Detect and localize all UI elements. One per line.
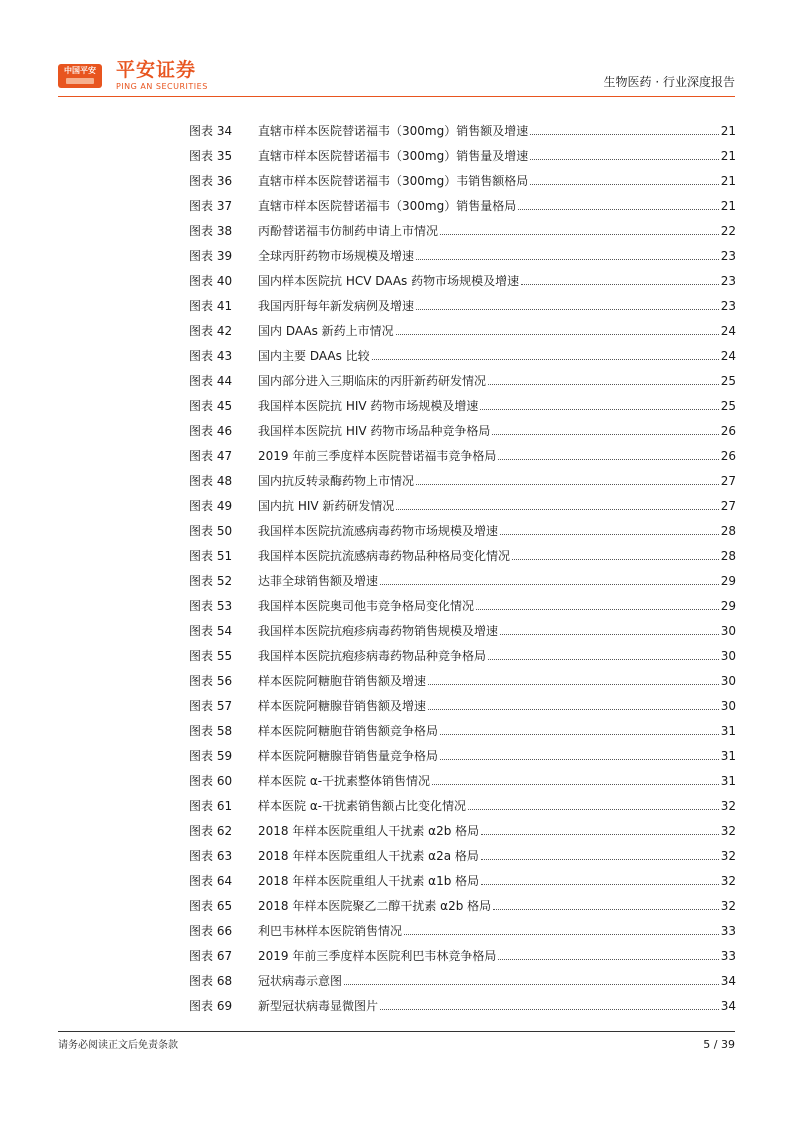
toc-entry-page: 26 bbox=[720, 424, 736, 438]
toc-entry-title: 我国丙肝每年新发病例及增速 bbox=[258, 299, 415, 313]
toc-entry-title: 国内主要 DAAs 比较 bbox=[258, 349, 370, 363]
toc-entry[interactable] bbox=[189, 463, 736, 488]
toc-entry-label: 图表 63 bbox=[189, 849, 233, 863]
toc-entry-page: 30 bbox=[720, 649, 736, 663]
toc-entry-label: 图表 60 bbox=[189, 774, 233, 788]
toc-entry-page: 31 bbox=[720, 749, 736, 763]
toc-entry-page: 30 bbox=[720, 674, 736, 688]
toc-entry[interactable] bbox=[189, 363, 736, 388]
toc-entry-page: 22 bbox=[720, 224, 736, 238]
toc-dot-leader bbox=[488, 384, 719, 385]
toc-entry-label: 图表 35 bbox=[189, 149, 233, 163]
toc-entry-title: 样本医院阿糖胞苷销售额竞争格局 bbox=[258, 724, 439, 738]
toc-dot-leader bbox=[480, 409, 718, 410]
toc-entry-title: 直辖市样本医院替诺福韦（300mg）销售量及增速 bbox=[258, 149, 529, 163]
toc-entry-title: 达菲全球销售额及增速 bbox=[258, 574, 379, 588]
toc-entry-label: 图表 47 bbox=[189, 449, 233, 463]
footer-divider bbox=[58, 1031, 735, 1032]
toc-entry-title: 2019 年前三季度样本医院替诺福韦竞争格局 bbox=[258, 449, 497, 463]
toc-entry-title: 直辖市样本医院替诺福韦（300mg）销售额及增速 bbox=[258, 124, 529, 138]
toc-entry-title: 冠状病毒示意图 bbox=[258, 974, 343, 988]
toc-entry-page: 28 bbox=[720, 549, 736, 563]
toc-entry-label: 图表 53 bbox=[189, 599, 233, 613]
toc-dot-leader bbox=[512, 559, 719, 560]
toc-dot-leader bbox=[428, 684, 719, 685]
toc-entry-label: 图表 56 bbox=[189, 674, 233, 688]
toc-entry-page: 32 bbox=[720, 874, 736, 888]
toc-dot-leader bbox=[530, 184, 719, 185]
toc-entry[interactable] bbox=[189, 838, 736, 863]
toc-entry-label: 图表 61 bbox=[189, 799, 233, 813]
toc-dot-leader bbox=[440, 734, 719, 735]
toc-entry-title: 我国样本医院抗 HIV 药物市场规模及增速 bbox=[258, 399, 479, 413]
toc-entry-page: 23 bbox=[720, 249, 736, 263]
toc-dot-leader bbox=[498, 459, 718, 460]
toc-entry-title: 新型冠状病毒显微图片 bbox=[258, 999, 379, 1013]
company-logo bbox=[58, 64, 102, 88]
toc-entry-page: 28 bbox=[720, 524, 736, 538]
toc-entry-label: 图表 41 bbox=[189, 299, 233, 313]
logo-badge-strip bbox=[66, 78, 94, 84]
toc-entry-page: 24 bbox=[720, 349, 736, 363]
toc-entry[interactable] bbox=[189, 213, 736, 238]
toc-entry[interactable] bbox=[189, 563, 736, 588]
toc-entry[interactable] bbox=[189, 588, 736, 613]
toc-entry-page: 29 bbox=[720, 599, 736, 613]
toc-entry[interactable] bbox=[189, 438, 736, 463]
toc-entry-title: 我国样本医院抗疱疹病毒药物品种竞争格局 bbox=[258, 649, 487, 663]
toc-entry-page: 33 bbox=[720, 949, 736, 963]
toc-entry[interactable] bbox=[189, 163, 736, 188]
figure-list bbox=[189, 113, 736, 1013]
toc-entry-page: 21 bbox=[720, 199, 736, 213]
toc-entry-page: 30 bbox=[720, 624, 736, 638]
disclaimer-note: 请务必阅读正文后免责条款 bbox=[58, 1040, 178, 1051]
toc-dot-leader bbox=[500, 534, 719, 535]
toc-entry[interactable] bbox=[189, 288, 736, 313]
toc-dot-leader bbox=[521, 284, 719, 285]
toc-entry[interactable] bbox=[189, 863, 736, 888]
toc-entry[interactable] bbox=[189, 313, 736, 338]
toc-entry-label: 图表 64 bbox=[189, 874, 233, 888]
toc-entry-label: 图表 40 bbox=[189, 274, 233, 288]
toc-entry-page: 32 bbox=[720, 849, 736, 863]
header-divider bbox=[58, 96, 735, 97]
toc-entry-label: 图表 67 bbox=[189, 949, 233, 963]
toc-entry-page: 27 bbox=[720, 474, 736, 488]
toc-entry-label: 图表 34 bbox=[189, 124, 233, 138]
toc-dot-leader bbox=[500, 634, 719, 635]
toc-dot-leader bbox=[416, 484, 719, 485]
toc-entry-title: 全球丙肝药物市场规模及增速 bbox=[258, 249, 415, 263]
toc-entry[interactable] bbox=[189, 963, 736, 988]
toc-entry-title: 样本医院阿糖腺苷销售量竞争格局 bbox=[258, 749, 439, 763]
toc-entry-page: 23 bbox=[720, 299, 736, 313]
toc-entry-title: 样本医院阿糖胞苷销售额及增速 bbox=[258, 674, 427, 688]
toc-entry-page: 29 bbox=[720, 574, 736, 588]
toc-entry[interactable] bbox=[189, 138, 736, 163]
toc-entry[interactable] bbox=[189, 788, 736, 813]
toc-entry-title: 2018 年样本医院重组人干扰素 α2b 格局 bbox=[258, 824, 480, 838]
toc-entry[interactable] bbox=[189, 488, 736, 513]
toc-entry-title: 我国样本医院抗 HIV 药物市场品种竞争格局 bbox=[258, 424, 491, 438]
toc-dot-leader bbox=[396, 334, 719, 335]
toc-entry-title: 样本医院 α-干扰素销售额占比变化情况 bbox=[258, 799, 467, 813]
toc-entry-page: 31 bbox=[720, 774, 736, 788]
toc-entry-title: 国内样本医院抗 HCV DAAs 药物市场规模及增速 bbox=[258, 274, 520, 288]
toc-entry-label: 图表 50 bbox=[189, 524, 233, 538]
toc-entry-label: 图表 55 bbox=[189, 649, 233, 663]
toc-entry-label: 图表 62 bbox=[189, 824, 233, 838]
logo-badge-text: 中国平安 bbox=[64, 66, 96, 75]
toc-entry-page: 32 bbox=[720, 824, 736, 838]
toc-entry-label: 图表 45 bbox=[189, 399, 233, 413]
toc-entry-label: 图表 51 bbox=[189, 549, 233, 563]
toc-entry[interactable] bbox=[189, 663, 736, 688]
toc-entry-label: 图表 49 bbox=[189, 499, 233, 513]
brand-name-cn: 平安证券 bbox=[116, 59, 197, 81]
toc-entry-page: 34 bbox=[720, 974, 736, 988]
toc-entry[interactable] bbox=[189, 238, 736, 263]
toc-entry-label: 图表 42 bbox=[189, 324, 233, 338]
toc-dot-leader bbox=[432, 784, 719, 785]
toc-entry-page: 31 bbox=[720, 724, 736, 738]
toc-entry-title: 2018 年样本医院聚乙二醇干扰素 α2b 格局 bbox=[258, 899, 492, 913]
report-category: 生物医药 · 行业深度报告 bbox=[603, 75, 735, 89]
toc-entry-label: 图表 54 bbox=[189, 624, 233, 638]
toc-entry-label: 图表 57 bbox=[189, 699, 233, 713]
toc-entry-label: 图表 69 bbox=[189, 999, 233, 1013]
toc-entry-title: 我国样本医院抗流感病毒药物市场规模及增速 bbox=[258, 524, 499, 538]
toc-dot-leader bbox=[428, 709, 719, 710]
toc-entry-title: 直辖市样本医院替诺福韦（300mg）销售量格局 bbox=[258, 199, 517, 213]
toc-entry[interactable] bbox=[189, 813, 736, 838]
toc-entry-title: 国内抗反转录酶药物上市情况 bbox=[258, 474, 415, 488]
toc-entry-title: 样本医院阿糖腺苷销售额及增速 bbox=[258, 699, 427, 713]
toc-entry-page: 23 bbox=[720, 274, 736, 288]
toc-entry-label: 图表 48 bbox=[189, 474, 233, 488]
toc-entry[interactable] bbox=[189, 113, 736, 138]
toc-entry-page: 27 bbox=[720, 499, 736, 513]
toc-entry[interactable] bbox=[189, 763, 736, 788]
toc-entry[interactable] bbox=[189, 188, 736, 213]
toc-entry-label: 图表 43 bbox=[189, 349, 233, 363]
toc-entry-label: 图表 66 bbox=[189, 924, 233, 938]
toc-dot-leader bbox=[416, 309, 719, 310]
toc-entry-label: 图表 39 bbox=[189, 249, 233, 263]
toc-entry[interactable] bbox=[189, 988, 736, 1013]
toc-entry-label: 图表 59 bbox=[189, 749, 233, 763]
toc-entry[interactable] bbox=[189, 388, 736, 413]
toc-dot-leader bbox=[344, 984, 719, 985]
toc-dot-leader bbox=[380, 584, 719, 585]
toc-entry-label: 图表 65 bbox=[189, 899, 233, 913]
toc-entry-title: 2018 年样本医院重组人干扰素 α2a 格局 bbox=[258, 849, 479, 863]
toc-entry-page: 26 bbox=[720, 449, 736, 463]
toc-entry-title: 我国样本医院抗流感病毒药物品种格局变化情况 bbox=[258, 549, 511, 563]
toc-entry-title: 我国样本医院抗疱疹病毒药物销售规模及增速 bbox=[258, 624, 499, 638]
toc-entry-title: 我国样本医院奥司他韦竞争格局变化情况 bbox=[258, 599, 475, 613]
toc-entry-label: 图表 44 bbox=[189, 374, 233, 388]
brand-name-en: PING AN SECURITIES bbox=[116, 82, 208, 91]
toc-entry[interactable] bbox=[189, 888, 736, 913]
toc-entry-page: 25 bbox=[720, 374, 736, 388]
page-number: 5 / 39 bbox=[703, 1038, 735, 1051]
toc-entry[interactable] bbox=[189, 738, 736, 763]
toc-dot-leader bbox=[380, 1009, 719, 1010]
toc-dot-leader bbox=[440, 234, 719, 235]
toc-dot-leader bbox=[396, 509, 718, 510]
toc-dot-leader bbox=[468, 809, 719, 810]
page-header bbox=[58, 58, 735, 94]
toc-entry[interactable] bbox=[189, 338, 736, 363]
toc-dot-leader bbox=[372, 359, 719, 360]
toc-entry-page: 33 bbox=[720, 924, 736, 938]
toc-dot-leader bbox=[481, 834, 719, 835]
toc-entry[interactable] bbox=[189, 613, 736, 638]
toc-entry-title: 国内 DAAs 新药上市情况 bbox=[258, 324, 394, 338]
toc-entry-page: 21 bbox=[720, 124, 736, 138]
toc-dot-leader bbox=[498, 959, 718, 960]
toc-entry[interactable] bbox=[189, 913, 736, 938]
toc-entry-page: 21 bbox=[720, 149, 736, 163]
toc-entry[interactable] bbox=[189, 688, 736, 713]
toc-dot-leader bbox=[530, 159, 719, 160]
toc-dot-leader bbox=[481, 859, 719, 860]
toc-entry-page: 34 bbox=[720, 999, 736, 1013]
toc-entry-title: 利巴韦林样本医院销售情况 bbox=[258, 924, 403, 938]
toc-entry[interactable] bbox=[189, 263, 736, 288]
toc-dot-leader bbox=[416, 259, 719, 260]
toc-dot-leader bbox=[481, 884, 719, 885]
toc-entry-label: 图表 52 bbox=[189, 574, 233, 588]
toc-dot-leader bbox=[492, 434, 718, 435]
toc-dot-leader bbox=[530, 134, 719, 135]
toc-entry[interactable] bbox=[189, 713, 736, 738]
toc-dot-leader bbox=[518, 209, 719, 210]
toc-entry-title: 国内部分进入三期临床的丙肝新药研发情况 bbox=[258, 374, 487, 388]
toc-entry-page: 21 bbox=[720, 174, 736, 188]
toc-entry-label: 图表 37 bbox=[189, 199, 233, 213]
toc-entry[interactable] bbox=[189, 413, 736, 438]
toc-entry-page: 24 bbox=[720, 324, 736, 338]
toc-entry-title: 样本医院 α-干扰素整体销售情况 bbox=[258, 774, 431, 788]
toc-entry-label: 图表 38 bbox=[189, 224, 233, 238]
toc-entry-title: 直辖市样本医院替诺福韦（300mg）韦销售额格局 bbox=[258, 174, 529, 188]
toc-dot-leader bbox=[488, 659, 719, 660]
toc-entry-page: 32 bbox=[720, 899, 736, 913]
toc-entry-title: 2018 年样本医院重组人干扰素 α1b 格局 bbox=[258, 874, 480, 888]
toc-entry-label: 图表 46 bbox=[189, 424, 233, 438]
toc-entry[interactable] bbox=[189, 538, 736, 563]
toc-dot-leader bbox=[493, 909, 719, 910]
toc-dot-leader bbox=[404, 934, 719, 935]
toc-entry-page: 32 bbox=[720, 799, 736, 813]
toc-entry[interactable] bbox=[189, 513, 736, 538]
toc-entry-label: 图表 36 bbox=[189, 174, 233, 188]
toc-dot-leader bbox=[440, 759, 719, 760]
toc-entry-title: 丙酚替诺福韦仿制药申请上市情况 bbox=[258, 224, 439, 238]
toc-entry[interactable] bbox=[189, 638, 736, 663]
toc-dot-leader bbox=[476, 609, 719, 610]
toc-entry-label: 图表 58 bbox=[189, 724, 233, 738]
toc-entry-title: 国内抗 HIV 新药研发情况 bbox=[258, 499, 395, 513]
toc-entry-page: 25 bbox=[720, 399, 736, 413]
toc-entry-label: 图表 68 bbox=[189, 974, 233, 988]
toc-entry-title: 2019 年前三季度样本医院利巴韦林竞争格局 bbox=[258, 949, 497, 963]
toc-entry-page: 30 bbox=[720, 699, 736, 713]
toc-entry[interactable] bbox=[189, 938, 736, 963]
